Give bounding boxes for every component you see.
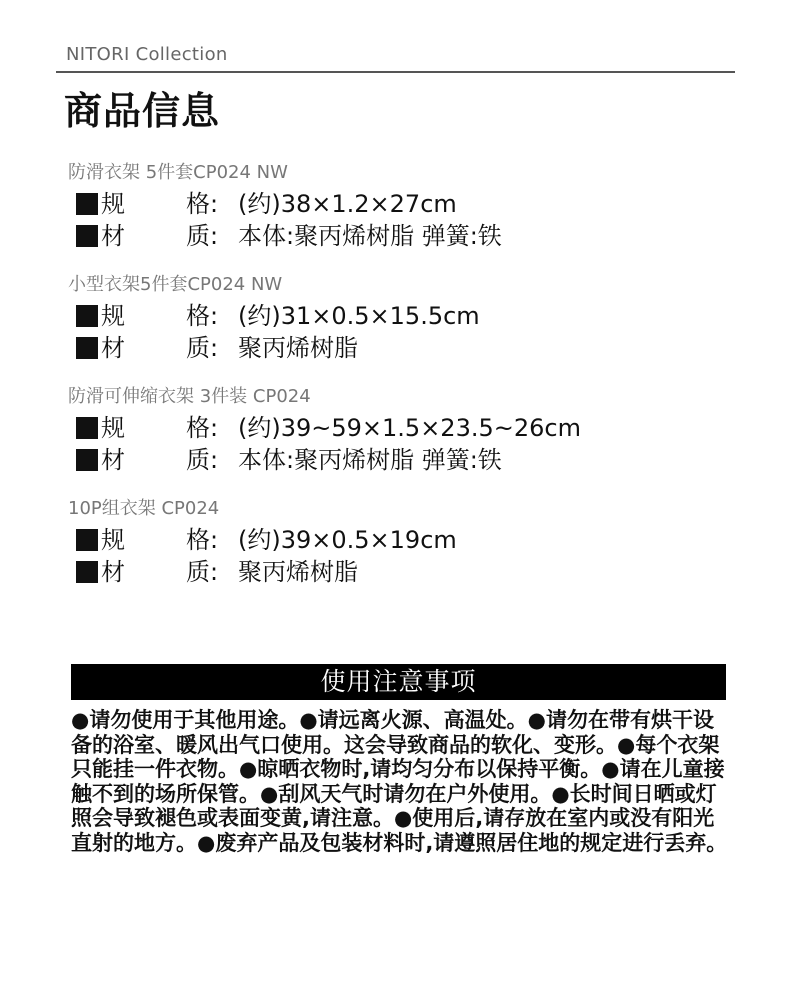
spec-value: 聚丙烯树脂 [238, 334, 358, 362]
spec-label: 格: [186, 190, 219, 218]
spec-label: 质: [186, 334, 219, 362]
spec-label: 格: [186, 302, 219, 330]
spec-key: 规 [101, 526, 125, 554]
spec-key: 材 [101, 222, 125, 250]
spec-key: 规 [101, 190, 125, 218]
spec-key: 规 [101, 302, 125, 330]
product-name: 小型衣架5件套CP024 NW [68, 274, 283, 295]
brand-label: NITORI Collection [66, 44, 228, 65]
square-bullet-icon [76, 417, 98, 439]
spec-key: 材 [101, 446, 125, 474]
spec-key: 材 [101, 334, 125, 362]
square-bullet-icon [76, 337, 98, 359]
square-bullet-icon [76, 193, 98, 215]
spec-value: (约)31×0.5×15.5cm [238, 302, 480, 330]
product-name: 防滑可伸缩衣架 3件装 CP024 [68, 386, 311, 407]
spec-key: 规 [101, 414, 125, 442]
page-title: 商品信息 [64, 89, 221, 133]
spec-label: 格: [186, 526, 219, 554]
square-bullet-icon [76, 561, 98, 583]
product-item [0, 262, 790, 374]
square-bullet-icon [76, 449, 98, 471]
product-name: 防滑衣架 5件套CP024 NW [68, 162, 288, 183]
spec-row-size [76, 524, 457, 556]
spec-value: 聚丙烯树脂 [238, 558, 358, 586]
spec-row-size [76, 412, 581, 444]
spec-value: (约)39~59×1.5×23.5~26cm [238, 414, 581, 442]
spec-label: 质: [186, 222, 219, 250]
spec-key: 材 [101, 558, 125, 586]
spec-value: 本体:聚丙烯树脂 弹簧:铁 [238, 222, 502, 250]
caution-text: ●请勿使用于其他用途。●请远离火源、高温处。●请勿在带有烘干设备的浴室、暖风出气口使用。这会导致商品的软化、变形。●每个衣架只能挂一件衣物。●晾晒衣物时,请均匀分布以保持平衡。●请在儿童接触不到的场所保管。●刮风天气时请勿在户外使用。●长时间日晒或灯照会导致褪色或表面变黄,请注意。●使用后,请存放在室内或没有阳光直射的地方。●废弃产品及包装材料时,请遵照居住地的规定进行丢弃。 [71, 708, 728, 855]
product-item [0, 150, 790, 262]
spec-value: (约)38×1.2×27cm [238, 190, 457, 218]
product-list [0, 150, 790, 598]
square-bullet-icon [76, 305, 98, 327]
spec-label: 质: [186, 446, 219, 474]
spec-row-material [76, 556, 358, 588]
spec-label: 格: [186, 414, 219, 442]
caution-heading: 使用注意事项 [71, 664, 726, 700]
spec-row-material [76, 444, 502, 476]
product-item [0, 486, 790, 598]
square-bullet-icon [76, 529, 98, 551]
header-divider [56, 71, 735, 73]
spec-row-material [76, 220, 502, 252]
square-bullet-icon [76, 225, 98, 247]
spec-row-size [76, 300, 480, 332]
spec-row-size [76, 188, 457, 220]
product-name: 10P组衣架 CP024 [68, 498, 220, 519]
spec-row-material [76, 332, 358, 364]
product-item [0, 374, 790, 486]
spec-label: 质: [186, 558, 219, 586]
spec-value: 本体:聚丙烯树脂 弹簧:铁 [238, 446, 502, 474]
spec-value: (约)39×0.5×19cm [238, 526, 457, 554]
